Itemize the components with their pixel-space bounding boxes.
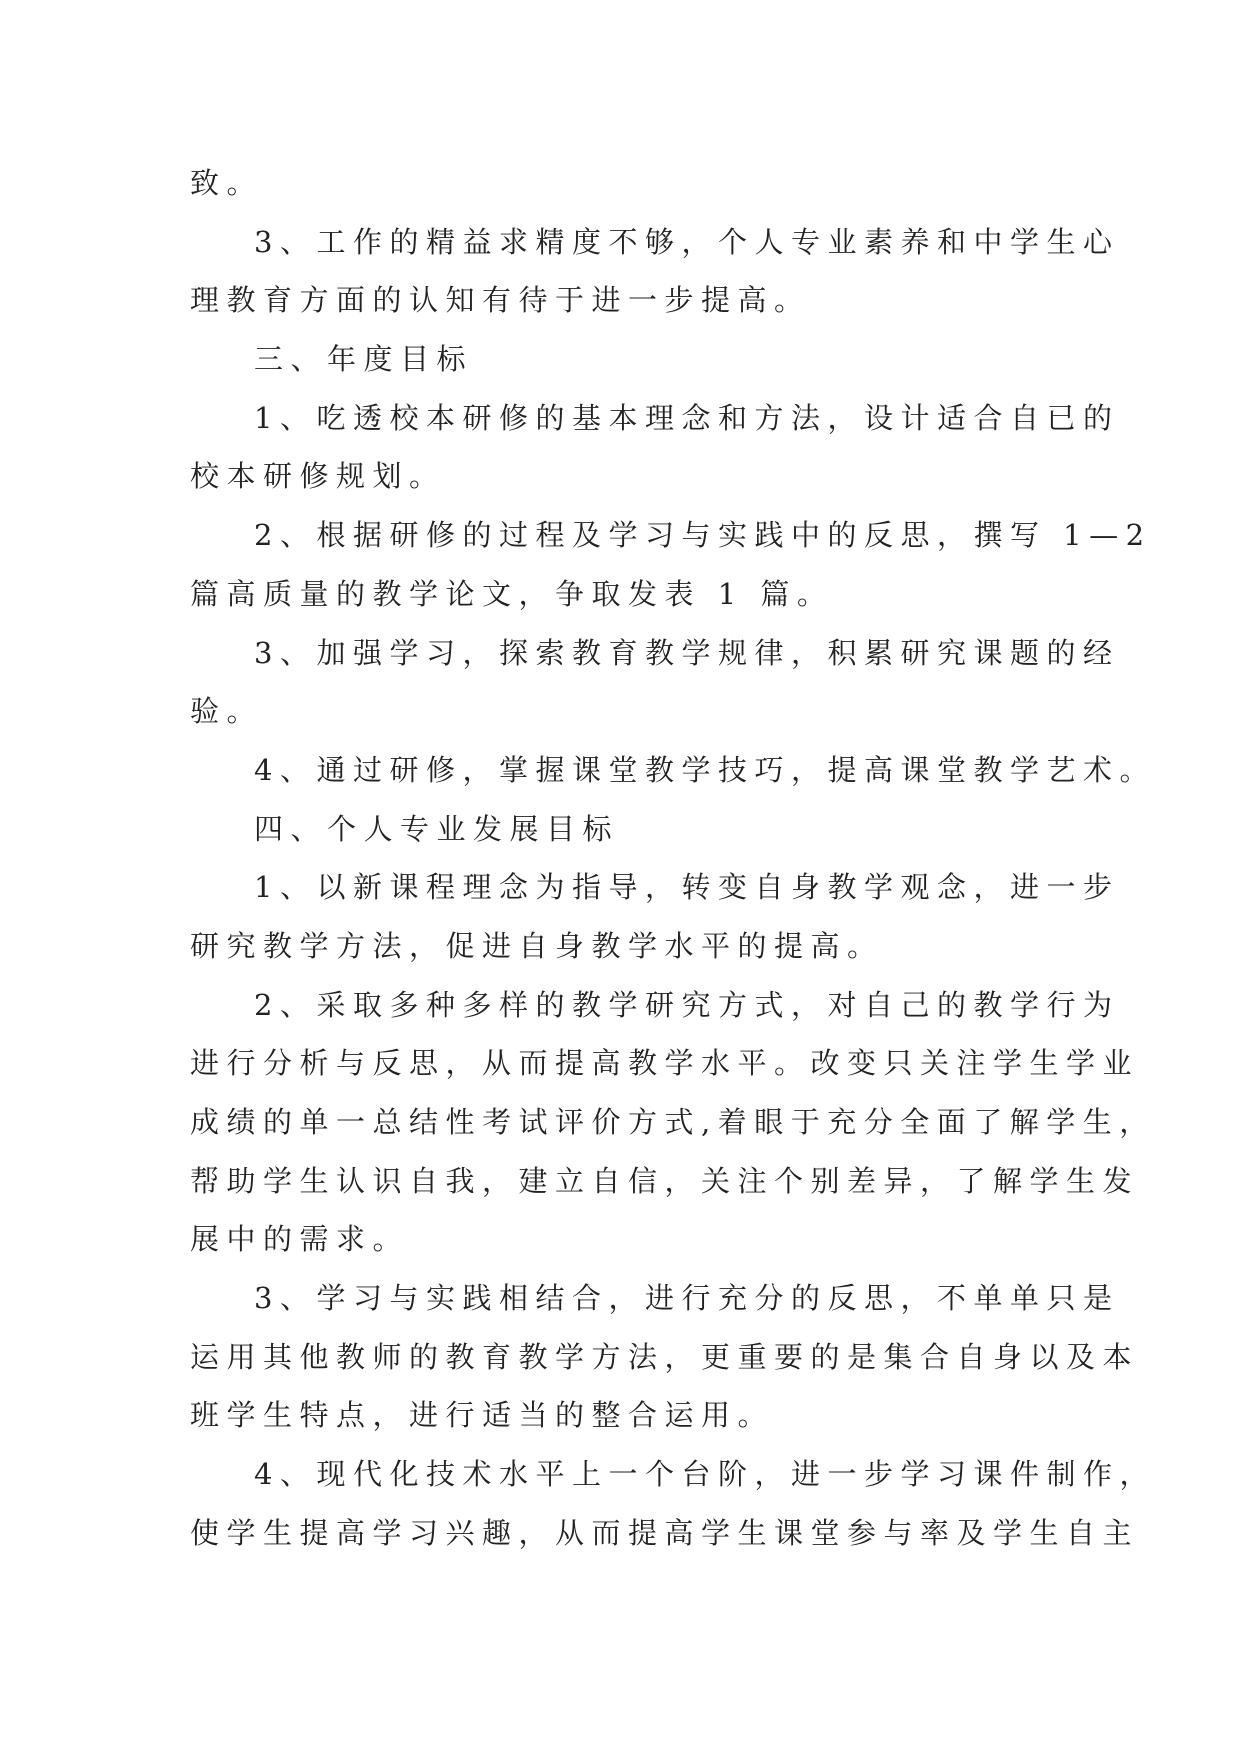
text-line: 使学生提高学习兴趣，从而提高学生课堂参与率及学生自主: [190, 1515, 1140, 1550]
text-line: 研究教学方法，促进自身教学水平的提高。: [190, 928, 884, 963]
text-line: 进行分析与反思，从而提高教学水平。改变只关注学生学业: [190, 1046, 1140, 1081]
text-line: 校本研修规划。: [190, 459, 446, 494]
text-line: 致。: [190, 166, 264, 200]
paragraph-start-line: 1、吃透校本研修的基本理念和方法，设计适合自已的: [254, 400, 1120, 435]
paragraph-start-line: 4、通过研修，掌握课堂教学技巧，提高课堂教学艺术。: [254, 752, 1156, 787]
text-line: 班学生特点，进行适当的整合运用。: [190, 1398, 775, 1433]
paragraph-start-line: 3、加强学习，探索教育教学规律，积累研究课题的经: [254, 635, 1120, 670]
text-line: 成绩的单一总结性考试评价方式,着眼于充分全面了解学生，: [190, 1105, 1156, 1139]
text-line: 篇高质量的教学论文，争取发表 1 篇。: [190, 576, 834, 611]
paragraph-start-line: 3、学习与实践相结合，进行充分的反思，不单单只是: [254, 1281, 1120, 1316]
paragraph-start-line: 2、根据研修的过程及学习与实践中的反思，撰写 1—2: [254, 518, 1152, 553]
text-line: 帮助学生认识自我，建立自信，关注个别差异，了解学生发: [190, 1163, 1140, 1198]
paragraph-start-line: 2、采取多种多样的教学研究方式，对自己的教学行为: [254, 987, 1120, 1022]
paragraph-start-line: 3、工作的精益求精度不够，个人专业素养和中学生心: [254, 224, 1120, 259]
text-line: 运用其他教师的教育教学方法，更重要的是集合自身以及本: [190, 1339, 1140, 1374]
paragraph-start-line: 4、现代化技术水平上一个台阶，进一步学习课件制作，: [254, 1457, 1156, 1492]
paragraph-start-line: 1、以新课程理念为指导，转变自身教学观念，进一步: [254, 870, 1120, 905]
section-heading-annual-goals: 三、年度目标: [254, 342, 474, 377]
text-line: 展中的需求。: [190, 1222, 410, 1257]
text-line: 理教育方面的认知有待于进一步提高。: [190, 283, 811, 318]
document-body: [190, 154, 1156, 1563]
text-line: 验。: [190, 694, 264, 729]
section-heading-professional-development: 四、个人专业发展目标: [254, 811, 620, 846]
